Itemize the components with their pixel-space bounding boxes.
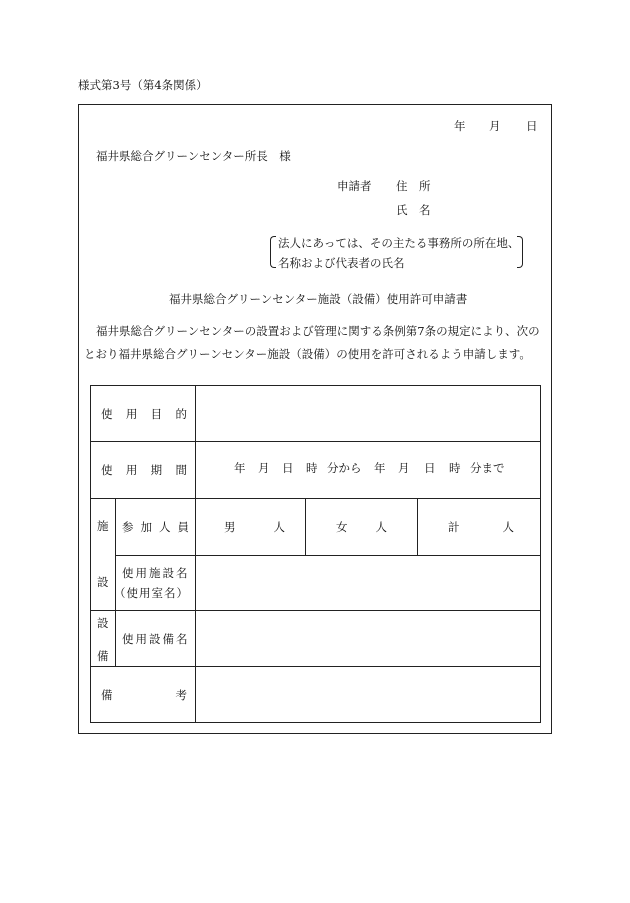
form-number: 様式第3号（第4条関係） [78,78,208,92]
period-label-cell [91,442,196,499]
facility-name-label-line2: （使用室名） [114,585,189,600]
address-label: 住 所 [396,179,431,193]
purpose-char-4: 的 [175,406,187,421]
period-end-day: 日 [424,461,436,475]
period-start-hour: 時 [306,461,318,475]
total-unit: 人 [502,519,515,534]
male-count [196,519,305,535]
participants-char-2: 加 [140,519,152,534]
purpose-value-cell[interactable] [196,386,541,442]
addressee: 福井県総合グリーンセンター所長 様 [96,149,291,163]
remarks-char-1: 備 [101,687,113,702]
purpose-char-3: 目 [150,406,163,421]
total-label: 計 [448,519,460,534]
period-end-month: 月 [398,461,410,475]
period-start-day: 日 [282,461,294,475]
equipment-name-label-cell [116,611,196,667]
period-value-cell[interactable] [196,442,541,499]
purpose-label-cell [91,386,196,442]
date-day: 日 [526,119,538,133]
row-participants [91,499,541,556]
female-count [306,519,417,535]
participants-label [116,519,195,535]
male-label: 男 [224,519,236,534]
row-remarks [91,667,541,723]
total-count-cell[interactable] [418,499,541,556]
period-end-minute: 分まで [470,461,505,475]
body-line-2: とおり福井県総合グリーンセンター施設（設備）の使用を許可されるよう申請します。 [84,347,531,361]
remarks-label [91,687,195,703]
equipment-side-char-1: 設 [97,616,109,630]
female-count-cell[interactable] [306,499,418,556]
period-end-year: 年 [374,461,386,475]
body-line-1: 福井県総合グリーンセンターの設置および管理に関する条例第7条の規定により、次の [96,324,540,338]
male-count-cell[interactable] [196,499,306,556]
applicant-label: 申請者 [337,179,372,193]
bracket-left [270,236,276,268]
remarks-char-2: 考 [175,687,187,702]
participants-char-4: 員 [177,519,189,534]
facility-side-char-1: 施 [97,519,109,533]
date-month: 月 [489,119,501,133]
row-purpose [91,386,541,442]
period-text [196,463,540,477]
participants-char-1: 参 [122,519,134,534]
female-unit: 人 [375,519,387,534]
participants-label-cell [116,499,196,556]
period-char-4: 間 [175,463,187,477]
period-char-2: 用 [125,463,138,477]
corporate-note-line1: 法人にあっては、その主たる事務所の所在地、 [278,236,520,250]
equipment-side-char-2: 備 [97,649,109,663]
period-char-3: 期 [150,463,163,477]
equipment-name-value-cell[interactable] [196,611,541,667]
purpose-label [91,406,195,422]
remarks-label-cell [91,667,196,723]
remarks-value-cell[interactable] [196,667,541,723]
row-equipment [91,611,541,667]
body-paragraph [84,320,550,366]
row-period [91,442,541,499]
facility-side-label-cell [91,499,116,611]
row-facility-name [91,555,541,611]
period-start-month: 月 [258,461,270,475]
period-char-1: 使 [101,463,113,477]
equipment-side-label-cell [91,611,116,667]
purpose-char-1: 使 [101,406,113,421]
period-label [91,462,195,478]
facility-side-label [91,499,115,610]
period-start-year: 年 [234,461,246,475]
period-start-minute: 分から [327,461,362,475]
facility-name-value-cell[interactable] [196,555,541,611]
application-table [90,385,541,723]
purpose-char-2: 用 [125,406,138,421]
female-label: 女 [336,519,348,534]
date-year: 年 [454,119,466,133]
male-unit: 人 [273,519,285,534]
facility-name-label-line1: 使用施設名 [122,565,190,580]
equipment-name-label: 使用設備名 [122,631,190,646]
participants-char-3: 人 [159,519,171,534]
total-count [418,519,540,535]
facility-name-label [116,563,195,603]
corporate-note-line2: 名称および代表者の氏名 [278,256,405,270]
facility-name-label-cell [116,555,196,611]
equipment-side-label [91,611,115,665]
facility-side-char-2: 設 [97,575,109,589]
period-end-hour: 時 [449,461,461,475]
document-title: 福井県総合グリーンセンター施設（設備）使用許可申請書 [169,292,468,306]
name-label: 氏 名 [396,203,431,217]
